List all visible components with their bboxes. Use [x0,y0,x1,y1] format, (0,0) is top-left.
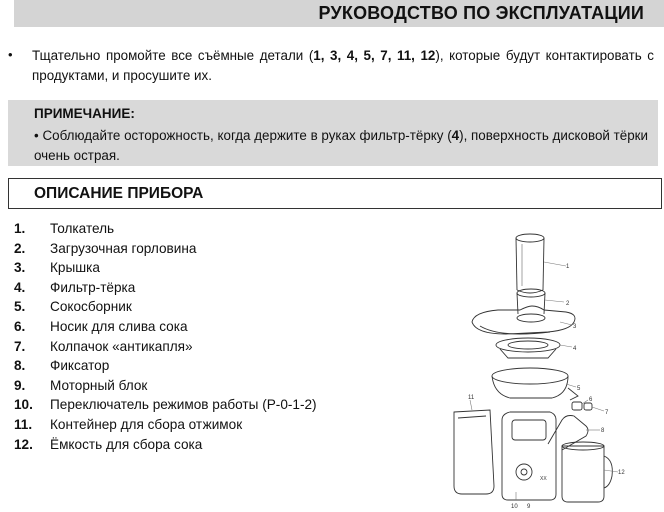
part-number: 3. [14,260,26,276]
callout-5: 5 [577,386,581,392]
cover-drawing [472,306,575,334]
part-number: 7. [14,338,26,354]
callout-4: 4 [573,346,577,352]
part-label: Сокосборник [50,299,132,315]
section-header [8,178,662,209]
part-number: 10. [14,397,33,413]
callout-9: 9 [527,504,531,510]
page-title: РУКОВОДСТВО ПО ЭКСПЛУАТАЦИИ [318,3,644,23]
part-number: 9. [14,377,26,393]
juice-jug-drawing [562,442,612,502]
note-text-before: Соблюдайте осторожность, когда держите в руках фильтр-тёрку ( [42,128,452,143]
callout-2: 2 [566,301,570,307]
motor-unit-drawing [502,412,556,500]
juice-collector-drawing [492,368,578,400]
note-text-after: ), поверхность дисковой тёрки очень острая. [34,128,648,163]
locking-arm-drawing [548,416,588,451]
callout-8: 8 [601,428,605,434]
callout-12: 12 [618,470,625,476]
callout-6: 6 [589,397,593,403]
filter-drawing [496,338,560,358]
part-number: 12. [14,436,33,452]
note-part-ref: 4 [451,128,460,143]
intro-paragraph [32,46,654,86]
leader-lines [470,262,618,500]
header-bar [14,0,664,27]
intro-part-refs: 1, 3, 4, 5, 7, 11, 12 [313,48,436,63]
part-label: Ёмкость для сбора сока [50,436,203,452]
pulp-container-drawing [454,410,494,494]
part-label: Контейнер для сбора отжимок [50,416,243,432]
note-bullet: • [34,128,39,143]
callout-10: 10 [511,504,518,510]
callout-1: 1 [566,264,570,270]
callout-11: 11 [468,395,475,401]
part-label: Носик для слива сока [50,318,188,334]
part-number: 4. [14,279,26,295]
pusher-drawing [516,234,544,293]
part-label: Моторный блок [50,377,148,393]
svg-text:XX: XX [540,476,547,482]
part-number: 11. [14,416,33,432]
note-box [8,100,658,166]
part-number: 8. [14,358,26,374]
callout-3: 3 [573,324,577,330]
intro-text-after: ), которые будут контактировать с продуктами, и просушите их. [32,48,654,83]
part-label: Фиксатор [50,358,110,374]
section-title: ОПИСАНИЕ ПРИБОРА [34,185,204,202]
note-title: ПРИМЕЧАНИЕ: [34,106,135,121]
part-label: Крышка [50,260,100,276]
part-label: Колпачок «антикапля» [50,338,193,354]
part-number: 6. [14,318,26,334]
callout-7: 7 [605,410,609,416]
part-number: 2. [14,240,26,256]
juicer-exploded-diagram [436,218,664,510]
part-label: Загрузочная горловина [50,240,197,256]
intro-text-before: Тщательно промойте все съёмные детали ( [32,48,314,63]
part-label: Фильтр-тёрка [50,279,136,295]
note-text [34,126,648,166]
part-number: 5. [14,299,26,315]
intro-bullet: • [8,47,13,62]
part-number: 1. [14,221,26,236]
part-label: Толкатель [50,221,115,236]
part-label: Переключатель режимов работы (P-0-1-2) [50,397,317,413]
spout-cap-drawing [572,402,592,410]
